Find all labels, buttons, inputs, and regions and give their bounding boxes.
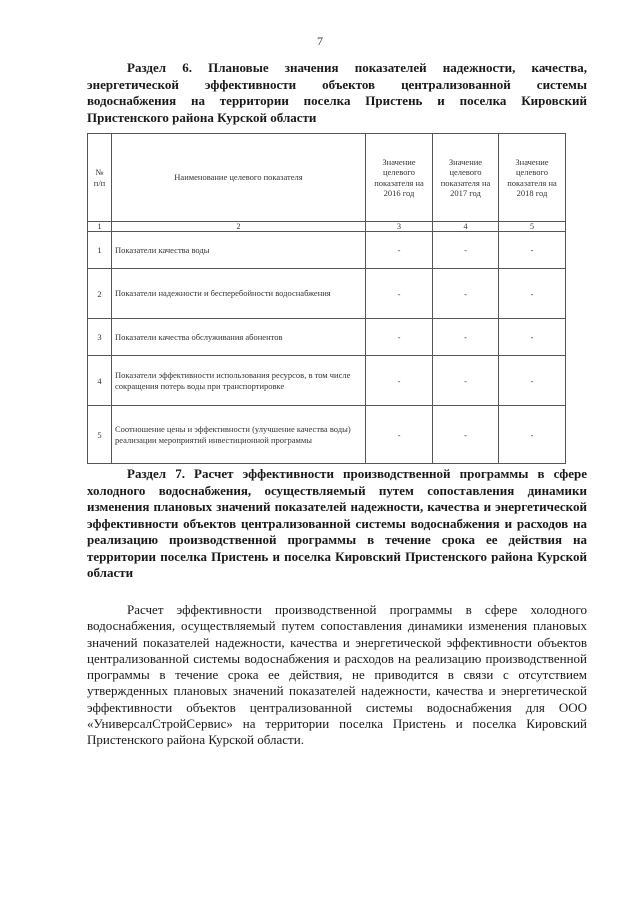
column-number-row [88, 222, 566, 232]
section-7-heading: Раздел 7. Расчет эффективности производственной программы в сфере холодного водоснабжения, осуществляемый путем сопоставления динамики изменения плановых значений показателей надежности, качества и энергетической эффективности объектов централизованной системы водоснабжения и расходов на реализацию производственной программы в течение срока ее действия на территории поселка Пристень и поселка Кировский Пристенского района Курской области [87, 466, 587, 580]
value-2018: - [499, 319, 566, 356]
value-2016: - [366, 232, 433, 269]
indicator-name: Показатели качества воды [112, 232, 366, 269]
table-row [88, 269, 566, 319]
value-2018: - [499, 232, 566, 269]
value-2016: - [366, 356, 433, 406]
header-2017: Значение целевого показателя на 2017 год [433, 134, 499, 222]
row-number: 2 [88, 269, 112, 319]
header-num: № п/п [88, 134, 112, 222]
indicator-name: Показатели эффективности использования ресурсов, в том числе сокращения потерь воды при транспортировке [112, 356, 366, 406]
section-6-heading: Раздел 6. Плановые значения показателей надежности, качества, энергетической эффективности объектов централизованной системы водоснабжения на территории поселка Пристень и поселка Кировский Пристенского района Курской области [87, 60, 587, 125]
page-number: 7 [317, 34, 323, 48]
row-number: 1 [88, 232, 112, 269]
table-row [88, 406, 566, 464]
header-2016: Значение целевого показателя на 2016 год [366, 134, 433, 222]
value-2016: - [366, 406, 433, 464]
column-number: 2 [112, 222, 366, 232]
row-number: 3 [88, 319, 112, 356]
value-2018: - [499, 269, 566, 319]
value-2017: - [433, 269, 499, 319]
value-2018: - [499, 356, 566, 406]
value-2017: - [433, 232, 499, 269]
header-indicator-name: Наименование целевого показателя [112, 134, 366, 222]
row-number: 5 [88, 406, 112, 464]
column-number: 1 [88, 222, 112, 232]
column-number: 4 [433, 222, 499, 232]
indicator-name: Показатели надежности и бесперебойности водоснабжения [112, 269, 366, 319]
value-2016: - [366, 269, 433, 319]
column-number: 5 [499, 222, 566, 232]
table-row [88, 232, 566, 269]
table-row [88, 319, 566, 356]
header-2018: Значение целевого показателя на 2018 год [499, 134, 566, 222]
value-2017: - [433, 356, 499, 406]
value-2018: - [499, 406, 566, 464]
indicator-name: Показатели качества обслуживания абонентов [112, 319, 366, 356]
table-header-row [88, 134, 566, 222]
target-indicators-table [87, 133, 566, 464]
column-number: 3 [366, 222, 433, 232]
body-paragraph: Расчет эффективности производственной программы в сфере холодного водоснабжения, осуществляемый путем сопоставления динамики изменения плановых значений показателей надежности, качества и энергетической эффективности объектов централизованной системы водоснабжения и расходов на реализацию производственной программы в течение срока ее действия, не приводится в связи с отсутствием утвержденных плановых значений показателей надежности, качества и энергетической эффективности объектов централизованной системы водоснабжения для ООО «УниверсалСтройСервис» на территории поселка Пристень и поселка Кировский Пристенского района Курской области. [87, 602, 587, 748]
row-number: 4 [88, 356, 112, 406]
indicator-name: Соотношение цены и эффективности (улучшение качества воды) реализации мероприятий инвестиционной программы [112, 406, 366, 464]
value-2017: - [433, 319, 499, 356]
value-2016: - [366, 319, 433, 356]
table-row [88, 356, 566, 406]
value-2017: - [433, 406, 499, 464]
